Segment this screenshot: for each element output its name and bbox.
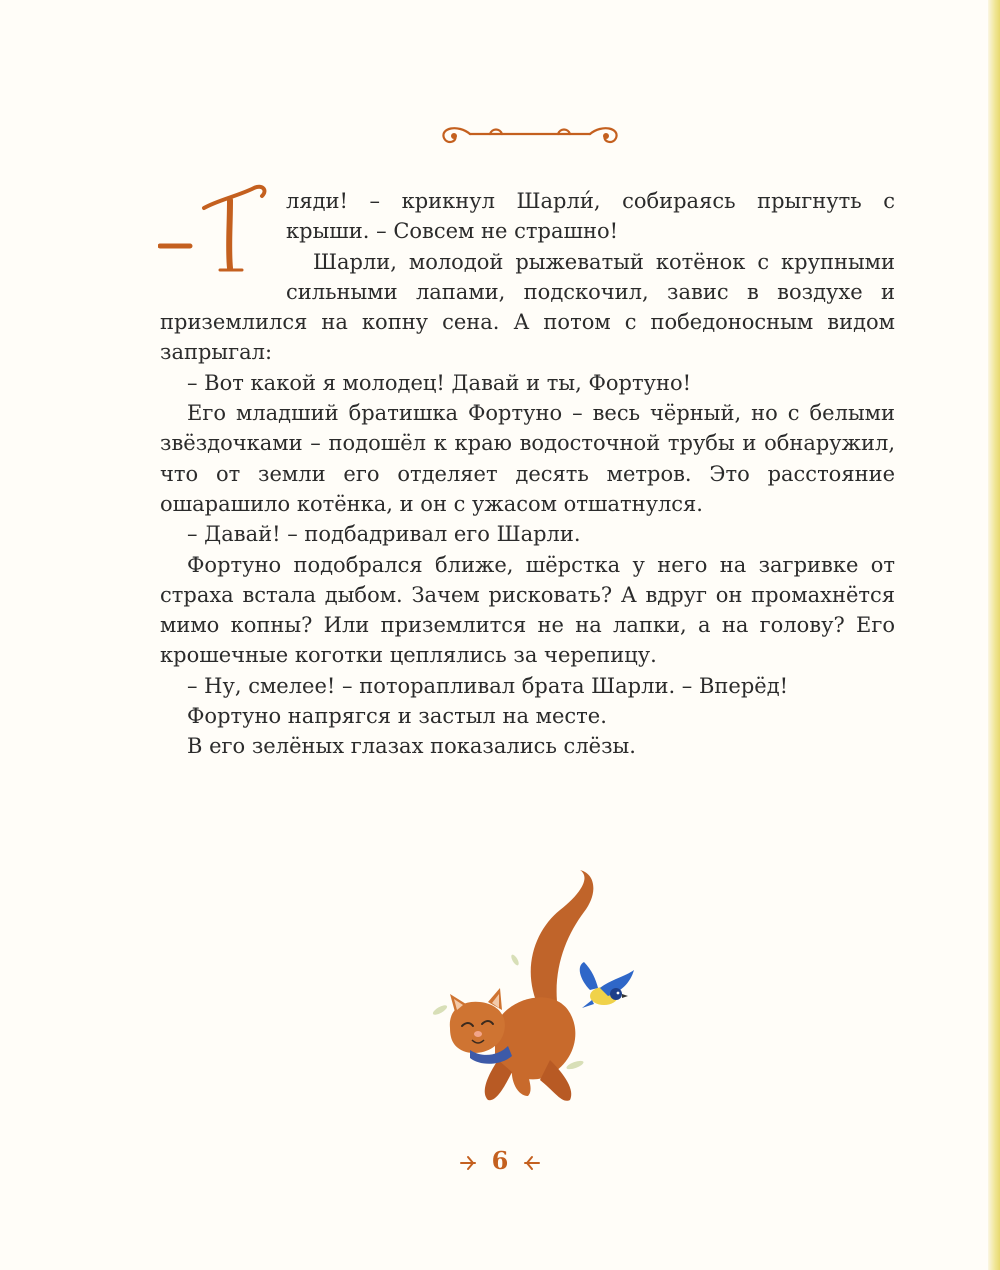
page-number-ornament-left-icon <box>459 1154 477 1172</box>
cat-and-bird-illustration <box>400 860 660 1120</box>
page-number-ornament-right-icon <box>523 1154 541 1172</box>
paragraph <box>160 186 895 247</box>
page-number-text: 6 <box>491 1146 509 1175</box>
story-text <box>160 186 895 762</box>
paragraph-text: – Вот какой я молодец! Давай и ты, Фортуно! <box>187 370 692 395</box>
paragraph <box>160 550 895 671</box>
paragraph <box>160 701 895 731</box>
drop-cap-letter-icon <box>158 178 278 278</box>
paragraph-text: ляди! – крикнул Шарли́, собираясь прыгнуть с крыши. – Совсем не страшно! <box>286 189 895 244</box>
ornament-divider-icon <box>430 118 630 150</box>
paragraph <box>160 398 895 519</box>
paragraph <box>160 671 895 701</box>
page-edge <box>988 0 1000 1270</box>
paragraph-text: – Ну, смелее! – поторапливал брата Шарли. – Вперёд! <box>187 673 789 698</box>
paragraph <box>160 368 895 398</box>
paragraph-text: – Давай! – подбадривал его Шарли. <box>187 522 581 547</box>
paragraph-text: Фортуно напрягся и застыл на месте. <box>187 704 607 729</box>
paragraph-text: Шарли, молодой рыжеватый котёнок с крупными сильными лапами, подскочил, завис в воздухе и приземлился на копну сена. А потом с победоносным видом запрыгал: <box>160 249 895 365</box>
paragraph-text: Фортуно подобрался ближе, шёрстка у него на загривке от страха встала дыбом. Зачем рисковать? А вдруг он промахнётся мимо копны? Или приземлится не на лапки, а на голову? Его крошечные коготки цеплялись за черепицу. <box>160 552 895 668</box>
paragraph-text: Его младший братишка Фортуно – весь чёрный, но с белыми звёздочками – подошёл к краю водосточной трубы и обнаружил, что от земли его отделяет десять метров. Это расстояние ошарашило котёнка, и он с ужасом отшатнулся. <box>160 401 895 516</box>
drop-cap <box>158 190 278 278</box>
page-number <box>0 1146 1000 1175</box>
paragraph <box>160 519 895 549</box>
paragraph <box>160 731 895 761</box>
paragraph-text: В его зелёных глазах показались слёзы. <box>187 734 636 759</box>
